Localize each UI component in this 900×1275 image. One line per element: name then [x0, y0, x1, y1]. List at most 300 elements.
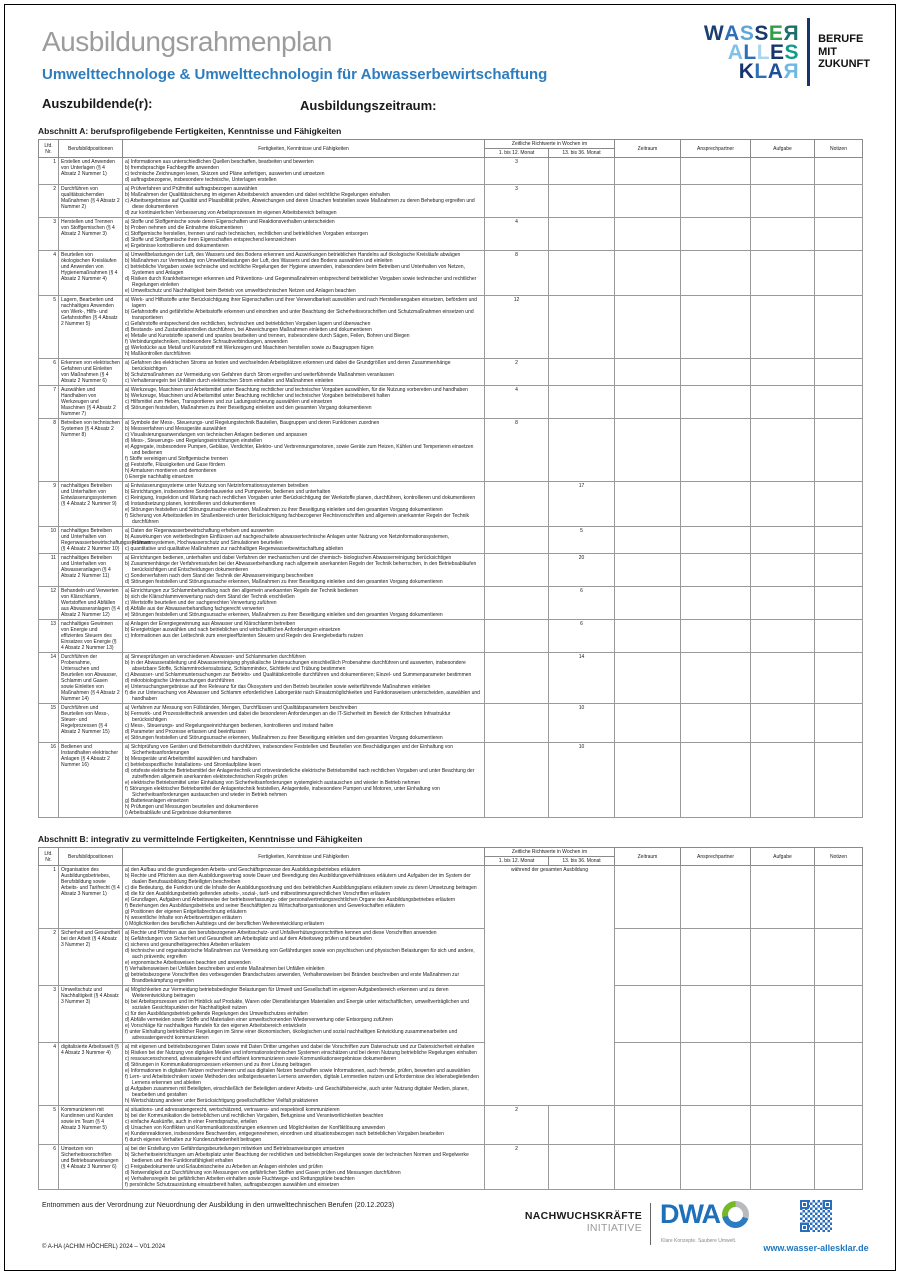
- weeks-13-36-cell: [549, 158, 615, 185]
- skill-item: a) den Aufbau und die grundlegenden Arbeits- und Geschäftsprozesse des Ausbildungsbetriebes erläutern: [125, 867, 361, 873]
- skill-item: a) Rechte und Pflichten aus den berufsbezogenen Arbeitsschutz- und Unfallverhütungsvorschriften kennen und diese Vorschriften anwenden: [125, 930, 437, 936]
- skill-item: b) Gefahrstoffe und gefährliche Arbeitsstoffe erkennen und einordnen und unter Beachtung der Sicherheitsvorschriften und Schutzmaßnahmen einsetzen und transportieren: [125, 309, 474, 321]
- weeks-13-36-cell: [549, 218, 615, 251]
- table-row: [39, 704, 863, 743]
- skill-item: f) die zur Untersuchung von Abwasser und Schlamm erforderlichen Laborgeräte nach Einsatzmöglichkeiten und Funktionsweisen unterscheiden, auswählen und handhaben: [125, 690, 480, 702]
- aufgabe-cell: [751, 482, 815, 527]
- col-header-weeks-group: Zeitliche Richtwerte in Wochen im: [485, 140, 615, 149]
- col-header-skills: Fertigkeiten, Kenntnisse und Fähigkeiten: [123, 140, 485, 158]
- skill-item: c) Verhaltensregeln bei Unfällen durch elektrischen Strom einhalten und Maßnahmen einleiten: [125, 378, 334, 384]
- col-header-ansprechpartner: Ansprechpartner: [681, 140, 751, 158]
- skill-item: g) betriebsbezogene Vorschriften des vorbeugenden Brandschutzes anwenden, Verhaltensweisen bei Bränden beschreiben und erste Maßnahmen zur Brandbekämpfung ergreifen: [125, 972, 460, 984]
- skill-item: c) betriebliche Vorgaben sowie technische und rechtliche Regelungen der Hygiene anwenden, insbesondere beim Betreiben und Unterhalten von Netzen, Systemen und Anlagen: [125, 264, 465, 276]
- row-number: 8: [39, 419, 59, 482]
- row-number: 6: [39, 1145, 59, 1190]
- notizen-cell: [815, 296, 863, 359]
- table-row: [39, 419, 863, 482]
- row-number: 1: [39, 866, 59, 929]
- col-header-lfd: Lfd. Nr.: [39, 140, 59, 158]
- skill-item: b) Maßnahmen der Qualitätssicherung im eigenen Arbeitsbereich anwenden und dabei rechtliche Regelungen einhalten: [125, 192, 390, 198]
- table-header-row: [39, 140, 863, 149]
- ansprechpartner-cell: [681, 587, 751, 620]
- table-row: [39, 482, 863, 527]
- skill-item: c) technische Zeichnungen lesen, Skizzen und Pläne anfertigen, auswerten und umsetzen: [125, 171, 325, 177]
- notizen-cell: [815, 929, 863, 986]
- skill-item: c) für den Ausbildungsbetrieb geltende Regelungen des Umweltschutzes einhalten: [125, 1011, 308, 1017]
- zeitraum-cell: [615, 866, 681, 929]
- ansprechpartner-cell: [681, 704, 751, 743]
- skill-item: f) durch eigenes Verhalten zur Kundenzufriedenheit beitragen: [125, 1137, 262, 1143]
- weeks-13-36-cell: 14: [549, 653, 615, 704]
- row-number: 5: [39, 296, 59, 359]
- skill-item: b) Fernwirk- und Prozessleittechnik anwenden und dabei die besonderen Anforderungen an die IT-Sicherheit im Bereich der Kritischen Infrastruktur berücksichtigen: [125, 711, 451, 723]
- notizen-cell: [815, 587, 863, 620]
- logo-wordmark: [703, 21, 800, 83]
- ansprechpartner-cell: [681, 743, 751, 818]
- zeitraum-cell: [615, 386, 681, 419]
- row-number: 13: [39, 620, 59, 653]
- weeks-1-12-cell: 2: [485, 1145, 549, 1190]
- weeks-13-36-cell: [549, 386, 615, 419]
- row-number: 4: [39, 251, 59, 296]
- ansprechpartner-cell: [681, 1043, 751, 1106]
- table-row: [39, 359, 863, 386]
- skills-cell: [123, 620, 485, 653]
- notizen-cell: [815, 419, 863, 482]
- skill-item: f) Sicherung von Arbeitsstellen im Straßenbereich unter Berücksichtigung fachbezogener Rechtsvorschriften und allgemein anerkannter Regeln der Technik durchführen: [125, 513, 469, 525]
- table-row: [39, 743, 863, 818]
- skills-cell: [123, 185, 485, 218]
- notizen-cell: [815, 482, 863, 527]
- skill-item: e) Vorschläge für nachhaltiges Handeln für den eigenen Arbeitsbereich entwickeln: [125, 1023, 307, 1029]
- skill-item: d) Abfälle aus der Abwasserbehandlung fachgerecht verwerten: [125, 606, 264, 612]
- skill-item: a) Symbole der Mess-, Steuerungs- und Regelungstechnik Bauteilen, Baugruppen und deren Funktionen zuordnen: [125, 420, 380, 426]
- skill-item: b) fremdsprachige Fachbegriffe anwenden: [125, 165, 219, 171]
- qr-code-icon: [800, 1200, 832, 1232]
- zeitraum-cell: [615, 554, 681, 587]
- weeks-13-36-cell: 20: [549, 554, 615, 587]
- skill-item: a) mit eigenen und betriebsbezogenen Daten sowie mit Daten Dritter umgehen und dabei die Vorschriften zum Datenschutz und zur Datensicherheit einhalten: [125, 1044, 475, 1050]
- section-a-title: Abschnitt A: berufsprofilgebende Fertigkeiten, Kenntnisse und Fähigkeiten: [38, 126, 342, 136]
- col-header-zeitraum: Zeitraum: [615, 140, 681, 158]
- skill-item: c) sicheres und gesundheitsgerechtes Arbeiten erläutern: [125, 942, 251, 948]
- weeks-13-36-cell: [549, 1106, 615, 1145]
- skill-item: b) Zusammenhänge der Verfahrensstufen bei der Abwasserbehandlung nach allgemein anerkannten Regeln der Technik beherrschen, in den Betriebsabläufen berücksichtigen und Entscheidungen dokumentieren: [125, 561, 477, 573]
- ansprechpartner-cell: [681, 653, 751, 704]
- logo-word: [703, 21, 800, 45]
- skills-cell: [123, 251, 485, 296]
- position-cell: Umsetzen von Sicherheitsvorschriften und Betriebsanweisungen (§ 4 Absatz 3 Nummer 6): [59, 1145, 123, 1190]
- skill-item: d) Abfälle vermeiden sowie Stoffe und Materialien einer umweltschonenden Wiederverwertung oder Entsorgung zuführen: [125, 1017, 393, 1023]
- skill-item: a) Einrichtungen zur Schlammbehandlung nach den allgemein anerkannten Regeln der Technik bedienen: [125, 588, 359, 594]
- aufgabe-cell: [751, 296, 815, 359]
- zeitraum-cell: [615, 1145, 681, 1190]
- skill-item: e) Grundlagen, Aufgaben und Arbeitsweise der betriebsverfassungs- oder personalvertretungsrechtlichen Organe des Ausbildungsbetriebes erläutern: [125, 897, 456, 903]
- skill-item: a) Sinnesprüfungen an verschiedenen Abwasser- und Schlammarten durchführen: [125, 654, 306, 660]
- table-row: [39, 296, 863, 359]
- logo-claim: [818, 33, 870, 71]
- table-row: [39, 1145, 863, 1190]
- aufgabe-cell: [751, 359, 815, 386]
- logo-letter: R: [783, 59, 800, 83]
- position-cell: Organisation des Ausbildungsbetriebes, Berufsbildung sowie Arbeits- und Tarifrecht (§ 4 Absatz 3 Nummer 1): [59, 866, 123, 929]
- row-number: 5: [39, 1106, 59, 1145]
- position-cell: Kommunizieren mit Kundinnen und Kunden sowie im Team (§ 4 Absatz 3 Nummer 5): [59, 1106, 123, 1145]
- col-header-weeks-13-36: 13. bis 36. Monat: [549, 857, 615, 866]
- weeks-1-12-cell: [485, 743, 549, 818]
- logo-claim-line: BERUFE: [818, 33, 864, 46]
- weeks-13-36-cell: 6: [549, 620, 615, 653]
- weeks-13-36-cell: 10: [549, 704, 615, 743]
- position-cell: Erkennen von elektrischen Gefahren und Einleiten von Maßnahmen (§ 4 Absatz 2 Nummer 6): [59, 359, 123, 386]
- logo-letter: L: [754, 59, 768, 83]
- skill-item: e) Störungen feststellen und Störungsursache erkennen, Maßnahmen zu ihrer Beseitigung einleiten und den gesamten Vorgang dokumentieren: [125, 612, 443, 618]
- skill-item: d) Parameter und Prozesse erfassen und beeinflussen: [125, 729, 246, 735]
- skill-item: g) Batterieanlagen einsetzen: [125, 798, 189, 804]
- skill-item: d) Ursachen von Konflikten und Kommunikationsstörungen erkennen und Möglichkeiten der Konfliktlösung anwenden: [125, 1125, 385, 1131]
- zeitraum-cell: [615, 218, 681, 251]
- logo-letter: A: [727, 40, 744, 64]
- table-row: [39, 986, 863, 1043]
- notizen-cell: [815, 653, 863, 704]
- skill-item: g) Positionen der eigenen Entgeltabrechnung erläutern: [125, 909, 247, 915]
- aufgabe-cell: [751, 185, 815, 218]
- page-subtitle: Umwelttechnologe & Umwelttechnologin für Abwasserbewirtschaftung: [42, 66, 548, 83]
- skill-item: c) Freigabedokumente und Erlaubnisscheine zu Arbeiten an Anlagen einholen und prüfen: [125, 1164, 323, 1170]
- section-a-table: [38, 139, 863, 818]
- skill-item: f) Beziehungen des Ausbildungsbetriebs und seiner Beschäftigten zu Wirtschaftsorganisationen und Gewerkschaften erläutern: [125, 903, 405, 909]
- position-cell: Durchführen der Probenahme, Untersuchen und Beurteilen von Abwasser, Schlamm und Gasen sowie Einleiten von Maßnahmen (§ 4 Absatz 2 Nummer 14): [59, 653, 123, 704]
- col-header-position: Berufsbildpositionen: [59, 848, 123, 866]
- logo-letter: E: [770, 40, 785, 64]
- logo-letter: A: [767, 59, 784, 83]
- trainee-label: Auszubildende(r):: [42, 96, 153, 111]
- footer-divider: [650, 1203, 651, 1245]
- position-cell: nachhaltiges Betreiben und Unterhalten von Entwässerungssystemen (§ 4 Absatz 2 Nummer 9): [59, 482, 123, 527]
- logo-letter: E: [768, 21, 784, 45]
- skill-item: a) Entwässerungssysteme unter Nutzung von Netzinformationssystemen betreiben: [125, 483, 309, 489]
- position-cell: Herstellen und Trennen von Stoffgemischen (§ 4 Absatz 2 Nummer 3): [59, 218, 123, 251]
- skills-cell: [123, 419, 485, 482]
- table-row: [39, 527, 863, 554]
- zeitraum-cell: [615, 929, 681, 986]
- col-header-weeks-1-12: 1. bis 12. Monat: [485, 857, 549, 866]
- position-cell: nachhaltiges Betreiben und Unterhalten von Abwasseranlagen (§ 4 Absatz 2 Nummer 11): [59, 554, 123, 587]
- col-header-position: Berufsbildpositionen: [59, 140, 123, 158]
- aufgabe-cell: [751, 704, 815, 743]
- skill-item: c) ressourcenschonend, adressatengerecht und effizient kommunizieren sowie Kommunikationsergebnisse dokumentieren: [125, 1056, 397, 1062]
- skill-item: a) Daten der Regenwasserbewirtschaftung erheben und auswerten: [125, 528, 274, 534]
- logo-letter: S: [754, 21, 769, 45]
- ansprechpartner-cell: [681, 419, 751, 482]
- weeks-1-12-cell: [485, 653, 549, 704]
- notizen-cell: [815, 251, 863, 296]
- skill-item: a) Einrichtungen bedienen, unterhalten und dabei Verfahren der mechanischen und der chemisch- biologischen Abwasserreinigung berücksichtigen: [125, 555, 452, 561]
- notizen-cell: [815, 986, 863, 1043]
- skill-item: g) Feststoffe, Flüssigkeiten und Gase fördern: [125, 462, 225, 468]
- zeitraum-cell: [615, 1043, 681, 1106]
- ansprechpartner-cell: [681, 185, 751, 218]
- skill-item: d) die für den Ausbildungsbetrieb geltenden arbeits-, sozial-, tarif- und mitbestimmungsrechtlichen Vorschriften erläutern: [125, 891, 391, 897]
- weeks-1-12-cell: 8: [485, 251, 549, 296]
- row-number: 4: [39, 1043, 59, 1106]
- col-header-skills: Fertigkeiten, Kenntnisse und Fähigkeiten: [123, 848, 485, 866]
- aufgabe-cell: [751, 1106, 815, 1145]
- aufgabe-cell: [751, 1043, 815, 1106]
- ansprechpartner-cell: [681, 251, 751, 296]
- aufgabe-cell: [751, 527, 815, 554]
- weeks-13-36-cell: [549, 419, 615, 482]
- ansprechpartner-cell: [681, 986, 751, 1043]
- section-b-table: [38, 847, 863, 1190]
- logo-letter: K: [738, 59, 755, 83]
- row-number: 6: [39, 359, 59, 386]
- skills-cell: [123, 386, 485, 419]
- aufgabe-cell: [751, 653, 815, 704]
- page-title: Ausbildungsrahmenplan: [42, 26, 332, 57]
- weeks-1-12-cell: 8: [485, 419, 549, 482]
- zeitraum-cell: [615, 527, 681, 554]
- skill-item: a) situations- und adressatengerecht, wertschätzend, vertrauens- und respektvoll kommunizieren: [125, 1107, 340, 1113]
- table-row: [39, 929, 863, 986]
- ansprechpartner-cell: [681, 554, 751, 587]
- logo-letter: L: [756, 40, 771, 64]
- skill-item: c) Stoffgemische herstellen, trennen und nach technischen, rechtlichen und betrieblichen Vorgaben entsorgen: [125, 231, 368, 237]
- weeks-1-12-cell: [485, 620, 549, 653]
- skill-item: a) Verfahren zur Messung von Füllständen, Mengen, Durchflüssen und Qualitätsparametern beschreiben: [125, 705, 358, 711]
- skill-item: a) Prüfverfahren und Prüfmittel auftragsbezogen auswählen: [125, 186, 258, 192]
- zeitraum-cell: [615, 986, 681, 1043]
- position-cell: Bedienen und Instandhalten elektrischer Anlagen (§ 4 Absatz 2 Nummer 16): [59, 743, 123, 818]
- skills-cell: [123, 158, 485, 185]
- notizen-cell: [815, 1043, 863, 1106]
- skill-item: d) Notwendigkeit zur Durchführung von Messungen von gefährlichen Stoffen und Gasen prüfen und Messungen durchführen: [125, 1170, 401, 1176]
- ansprechpartner-cell: [681, 1145, 751, 1190]
- row-number: 1: [39, 158, 59, 185]
- aufgabe-cell: [751, 251, 815, 296]
- zeitraum-cell: [615, 185, 681, 218]
- skill-item: a) Informationen aus unterschiedlichen Quellen beschaffen, bearbeiten und bewerten: [125, 159, 314, 165]
- skill-item: b) Einrichtungen, insbesondere Sonderbauwerke und Pumpwerke, bedienen und unterhalten: [125, 489, 331, 495]
- notizen-cell: [815, 620, 863, 653]
- skill-item: e) Untersuchungsergebnisse auf ihre Relevanz für das Ökosystem und den Betrieb beurteilen sowie weiterführende Maßnahmen einleiten: [125, 684, 431, 690]
- skill-item: d) technische und organisatorische Maßnahmen zur Vermeidung von Gefährdungen sowie von psychischen und physischen Belastungen für sich und andere, auch präventiv, ergreifen: [125, 948, 475, 960]
- skills-cell: [123, 1043, 485, 1106]
- skill-item: d) auftragsbezogene, insbesondere technische, Unterlagen erstellen: [125, 177, 277, 183]
- skill-item: f) Stoffe vereinigen und Stoffgemische trennen: [125, 456, 228, 462]
- table-row: [39, 185, 863, 218]
- skill-item: e) Störungen feststellen und Störungsursache erkennen, Maßnahmen zu ihrer Beseitigung einleiten und den gesamten Vorgang dokumentieren: [125, 735, 443, 741]
- skill-item: c) Hilfsmittel zum Heben, Transportieren und zur Ladungssicherung auswählen und einsetzen: [125, 399, 333, 405]
- zeitraum-cell: [615, 653, 681, 704]
- logo-letter: R: [783, 21, 800, 45]
- nachwuchskraefte-initiative-logo: [520, 1210, 642, 1234]
- table-header-row: [39, 848, 863, 857]
- skill-item: i) Möglichkeiten des beruflichen Aufstiegs und der beruflichen Weiterentwicklung erläutern: [125, 921, 324, 927]
- skill-item: f) persönliche Schutzausrüstung einsatzbereit halten, auftragsbezogen auswählen und einsetzen: [125, 1182, 340, 1188]
- skill-item: e) ergonomische Arbeitsweisen beachten und anwenden: [125, 960, 251, 966]
- zeitraum-cell: [615, 251, 681, 296]
- aufgabe-cell: [751, 419, 815, 482]
- notizen-cell: [815, 185, 863, 218]
- skill-item: c) Mess-, Steuerungs- und Regelungseinrichtungen bedienen, kontrollieren und instand halten: [125, 723, 334, 729]
- skill-item: c) quantitative und qualitative Maßnahmen zur nachhaltigen Regenwasserbewirtschaftung ableiten: [125, 546, 344, 552]
- zeitraum-cell: [615, 743, 681, 818]
- logo-divider: [807, 18, 810, 86]
- weeks-1-12-cell: [485, 482, 549, 527]
- notizen-cell: [815, 554, 863, 587]
- row-number: 9: [39, 482, 59, 527]
- row-number: 14: [39, 653, 59, 704]
- skill-item: b) sich die Klärschlammverwertung nach dem Stand der Technik erschließen: [125, 594, 295, 600]
- weeks-13-36-cell: [549, 359, 615, 386]
- row-number: 11: [39, 554, 59, 587]
- skill-item: f) Verbindungstechniken, insbesondere Schraubverbindungen, anwenden: [125, 339, 288, 345]
- weeks-1-12-cell: 4: [485, 386, 549, 419]
- row-number: 3: [39, 986, 59, 1043]
- dwa-logo: [660, 1200, 749, 1228]
- dwa-circle-icon: [722, 1201, 749, 1228]
- weeks-1-12-cell: 3: [485, 158, 549, 185]
- skill-item: c) Abwasser- und Schlammuntersuchungen zur Betriebs- und Qualitätskontrolle durchführen und dokumentieren; Einzel- und Summenparameter bestimmen: [125, 672, 472, 678]
- skills-cell: [123, 986, 485, 1043]
- position-cell: Behandeln und Verwerten von Klärschlamm, Wertstoffen und Abfällen aus Abwasseranlagen (§ 4 Absatz 2 Nummer 12): [59, 587, 123, 620]
- skill-item: e) Informationen in digitalen Netzen recherchieren und aus digitalen Netzen beschaffen sowie Informationen, auch fremde, prüfen, bewerten und auswählen: [125, 1068, 471, 1074]
- skills-cell: [123, 743, 485, 818]
- notizen-cell: [815, 359, 863, 386]
- skill-item: h) Armaturen montieren und demontieren: [125, 468, 217, 474]
- col-header-weeks-1-12: 1. bis 12. Monat: [485, 149, 549, 158]
- col-header-weeks-13-36: 13. bis 36. Monat: [549, 149, 615, 158]
- position-cell: nachhaltiges Betreiben und Unterhalten von Regenwasserbewirtschaftungssystemen (§ 4 Absatz 2 Nummer 10): [59, 527, 123, 554]
- weeks-13-36-cell: 17: [549, 482, 615, 527]
- table-row: [39, 158, 863, 185]
- position-cell: nachhaltiges Gewinnen von Energie und effizientes Steuern des Einsatzes von Energie (§ 4 Absatz 2 Nummer 13): [59, 620, 123, 653]
- skill-item: b) Werkzeuge, Maschinen und Arbeitsmittel unter Beachtung rechtlicher und technischer Vorgaben betriebsbereit halten: [125, 393, 391, 399]
- skills-cell: [123, 1145, 485, 1190]
- skill-item: b) Schutzmaßnahmen zur Vermeidung von Gefahren durch Strom ergreifen und weiterführende Maßnahmen veranlassen: [125, 372, 395, 378]
- table-row: [39, 554, 863, 587]
- skills-cell: [123, 296, 485, 359]
- logo-letter: S: [784, 40, 800, 64]
- ansprechpartner-cell: [681, 158, 751, 185]
- skill-item: b) in der Abwasserableitung und Abwasserreinigung physikalische Untersuchungen einschließlich Probenahme durchführen und auswerten, insbesondere absetzbare Stoffe, Schlammtrockensubstanz, Schlammindex, Sichttiefe und Trübung bestimmen: [125, 660, 466, 672]
- skill-item: e) Metalle und Kunststoffe spanend und spanlos bearbeiten und trennen, insbesondere durch Sägen, Feilen, Bohren und Biegen: [125, 333, 410, 339]
- skill-item: d) mikrobiologische Untersuchungen durchführen: [125, 678, 235, 684]
- skill-item: b) Messverfahren und Messgeräte auswählen: [125, 426, 227, 432]
- table-row: [39, 866, 863, 929]
- skill-item: f) Verhaltensweisen bei Unfällen beschreiben und erste Maßnahmen bei Unfällen einleiten: [125, 966, 325, 972]
- dwa-tagline: Klare Konzepte. Saubere Umwelt.: [661, 1238, 737, 1244]
- ansprechpartner-cell: [681, 482, 751, 527]
- table-row: [39, 620, 863, 653]
- skill-item: c) Arbeitsergebnisse auf Qualität und Plausibilität prüfen, Abweichungen und deren Ursachen feststellen sowie Maßnahmen zu deren Behebung ergreifen und diese dokumentieren: [125, 198, 475, 210]
- position-cell: Auswählen und Handhaben von Werkzeugen und Maschinen (§ 4 Absatz 2 Nummer 7): [59, 386, 123, 419]
- website-link[interactable]: www.wasser-allesklar.de: [763, 1243, 869, 1253]
- skill-item: d) zur kontinuierlichen Verbesserung von Arbeitsprozessen im eigenen Arbeitsbereich beitragen: [125, 210, 337, 216]
- skill-item: b) Energieträger auswählen und nach betrieblichen und wirtschaftlichen Anforderungen einsetzen: [125, 627, 341, 633]
- skill-item: c) Informationen aus der Leittechnik zum energieeffizienten Steuern und Regeln des Energiebedarfs nutzen: [125, 633, 364, 639]
- skill-item: c) die Bedeutung, die Funktion und die Inhalte der Ausbildungsordnung und des betrieblichen Ausbildungsplans erläutern sowie zu deren Umsetzung beitragen: [125, 885, 477, 891]
- skill-item: b) Risiken bei der Nutzung von digitalen Medien und informationstechnischen Systemen einschätzen und bei deren Nutzung betriebliche Regelungen einhalten: [125, 1050, 477, 1056]
- table-row: [39, 1106, 863, 1145]
- skills-cell: [123, 554, 485, 587]
- aufgabe-cell: [751, 554, 815, 587]
- notizen-cell: [815, 1145, 863, 1190]
- zeitraum-cell: [615, 296, 681, 359]
- skill-item: a) Werk- und Hilfsstoffe unter Berücksichtigung ihrer Eigenschaften und ihrer Verwendbarkeit auswählen und nach Herstellerangaben einsetzen, befördern und lagern: [125, 297, 477, 309]
- table-row: [39, 218, 863, 251]
- skill-item: b) Rechte und Pflichten aus dem Ausbildungsvertrag sowie Dauer und Beendigung des Ausbildungsverhältnisses erläutern und Aufgaben der im System der dualen Berufsausbildung Beteiligten beschreiben: [125, 873, 471, 885]
- skill-item: i) Arbeitsabläufe und Ergebnisse dokumentieren: [125, 810, 232, 816]
- position-cell: Sicherheit und Gesundheit bei der Arbeit (§ 4 Absatz 3 Nummer 2): [59, 929, 123, 986]
- row-number: 10: [39, 527, 59, 554]
- skill-item: h) wesentliche Inhalte von Arbeitsverträgen erläutern: [125, 915, 242, 921]
- skill-item: a) Möglichkeiten zur Vermeidung betriebsbedingter Belastungen für Umwelt und Gesellschaft im eigenen Aufgabenbereich erkennen und zu deren Weiterentwicklung beitragen: [125, 987, 449, 999]
- notizen-cell: [815, 527, 863, 554]
- weeks-13-36-cell: [549, 296, 615, 359]
- skills-cell: [123, 218, 485, 251]
- skill-item: b) bei der Kommunikation die betrieblichen und rechtlichen Vorgaben, Befugnisse und Verantwortlichkeiten beachten: [125, 1113, 384, 1119]
- weeks-1-12-cell: 4: [485, 218, 549, 251]
- weeks-13-36-cell: 10: [549, 743, 615, 818]
- aufgabe-cell: [751, 620, 815, 653]
- notizen-cell: [815, 218, 863, 251]
- skill-item: b) Auswirkungen von wetterbedingten Einflüssen auf nachgeschaltete abwassertechnische Anlagen unter Nutzung von Netzinformationssystemen, Frühwarnsystemen, Hochwasserschutz und Simulationen beurteilen: [125, 534, 450, 546]
- ansprechpartner-cell: [681, 359, 751, 386]
- skill-item: b) Maßnahmen zur Vermeidung von Umweltbelastungen der Luft, des Wassers und des Bodens auswählen und einleiten: [125, 258, 393, 264]
- skill-item: f) unter Einhaltung betrieblicher Regelungen im Sinne einer ökonomischen, ökologischen und sozial nachhaltigen Entwicklung zusammenarbeiten und adressatengerecht kommunizieren: [125, 1029, 458, 1041]
- skill-item: d) Bestands- und Zustandskontrollen durchführen, bei Abweichungen Maßnahmen einleiten und dokumentieren: [125, 327, 372, 333]
- skill-item: a) Gefahren des elektrischen Stroms an festen und wechselnden Arbeitsplätzen erkennen und dabei die Grundgrößen und deren Zusammenhänge berücksichtigen: [125, 360, 451, 372]
- aufgabe-cell: [751, 386, 815, 419]
- skill-item: c) Sonderverfahren nach dem Stand der Technik der Abwasserreinigung beschreiben: [125, 573, 314, 579]
- weeks-1-12-cell: 2: [485, 359, 549, 386]
- skill-item: b) Gefährdungen von Sicherheit und Gesundheit am Arbeitsplatz und auf dem Arbeitsweg prüfen und beurteilen: [125, 936, 372, 942]
- zeitraum-cell: [615, 359, 681, 386]
- table-row: [39, 653, 863, 704]
- skill-item: b) Messgeräte und Arbeitsmittel auswählen und handhaben: [125, 756, 257, 762]
- skill-item: d) ortsfeste elektrische Betriebsmittel der Anlagentechnik und ortsveränderliche elektrische Betriebsmittel nach rechtlichen Vorgaben und unter Beachtung der zutreffenden allgemein anerkannten elektrotechnischen Regeln prüfen: [125, 768, 475, 780]
- aufgabe-cell: [751, 929, 815, 986]
- main-content: [38, 126, 862, 1190]
- skill-item: d) Störungen feststellen, Maßnahmen zu ihrer Beseitigung einleiten und den gesamten Vorgang dokumentieren: [125, 405, 372, 411]
- skill-item: a) Werkzeuge, Maschinen und Arbeitsmittel unter Beachtung rechtlicher und technischer Vorgaben auswählen, für die Nutzung vorbereiten und handhaben: [125, 387, 468, 393]
- weeks-1-12-cell: 3: [485, 185, 549, 218]
- logo-claim-line: ZUKUNFT: [818, 58, 870, 71]
- skills-cell: [123, 653, 485, 704]
- ansprechpartner-cell: [681, 527, 751, 554]
- logo-word: [704, 59, 800, 83]
- skill-item: g) Werkstücke aus Metall und Kunststoff mit Werkzeugen und Maschinen herstellen sowie zu Baugruppen fügen: [125, 345, 374, 351]
- skill-item: e) Verhaltensregeln bei gefährlichen Arbeiten einhalten sowie Fluchtwege- und Rettungspläne beachten: [125, 1176, 355, 1182]
- skill-item: d) Stoffe und Stoffgemische ihren Eigenschaften entsprechend kennzeichnen: [125, 237, 297, 243]
- skills-cell: [123, 866, 485, 929]
- logo-letter: A: [724, 21, 740, 45]
- skills-cell: [123, 1106, 485, 1145]
- notizen-cell: [815, 866, 863, 929]
- skill-item: b) Sicherheitseinrichtungen am Arbeitsplatz unter Beachtung der rechtlichen und betrieblichen Regelungen sowie der technischen Normen und Regelwerke bedienen und ihre Funktionsfähigkeit erhalten: [125, 1152, 469, 1164]
- row-number: 16: [39, 743, 59, 818]
- skills-cell: [123, 929, 485, 986]
- skills-cell: [123, 527, 485, 554]
- initiative-line1: NACHWUCHSKRÄFTE: [524, 1210, 642, 1222]
- position-cell: Umweltschutz und Nachhaltigkeit (§ 4 Absatz 3 Nummer 3): [59, 986, 123, 1043]
- weeks-13-36-cell: 5: [549, 527, 615, 554]
- zeitraum-cell: [615, 587, 681, 620]
- row-number: 3: [39, 218, 59, 251]
- skill-item: c) einfache Auskünfte, auch in einer Fremdsprache, erteilen: [125, 1119, 258, 1125]
